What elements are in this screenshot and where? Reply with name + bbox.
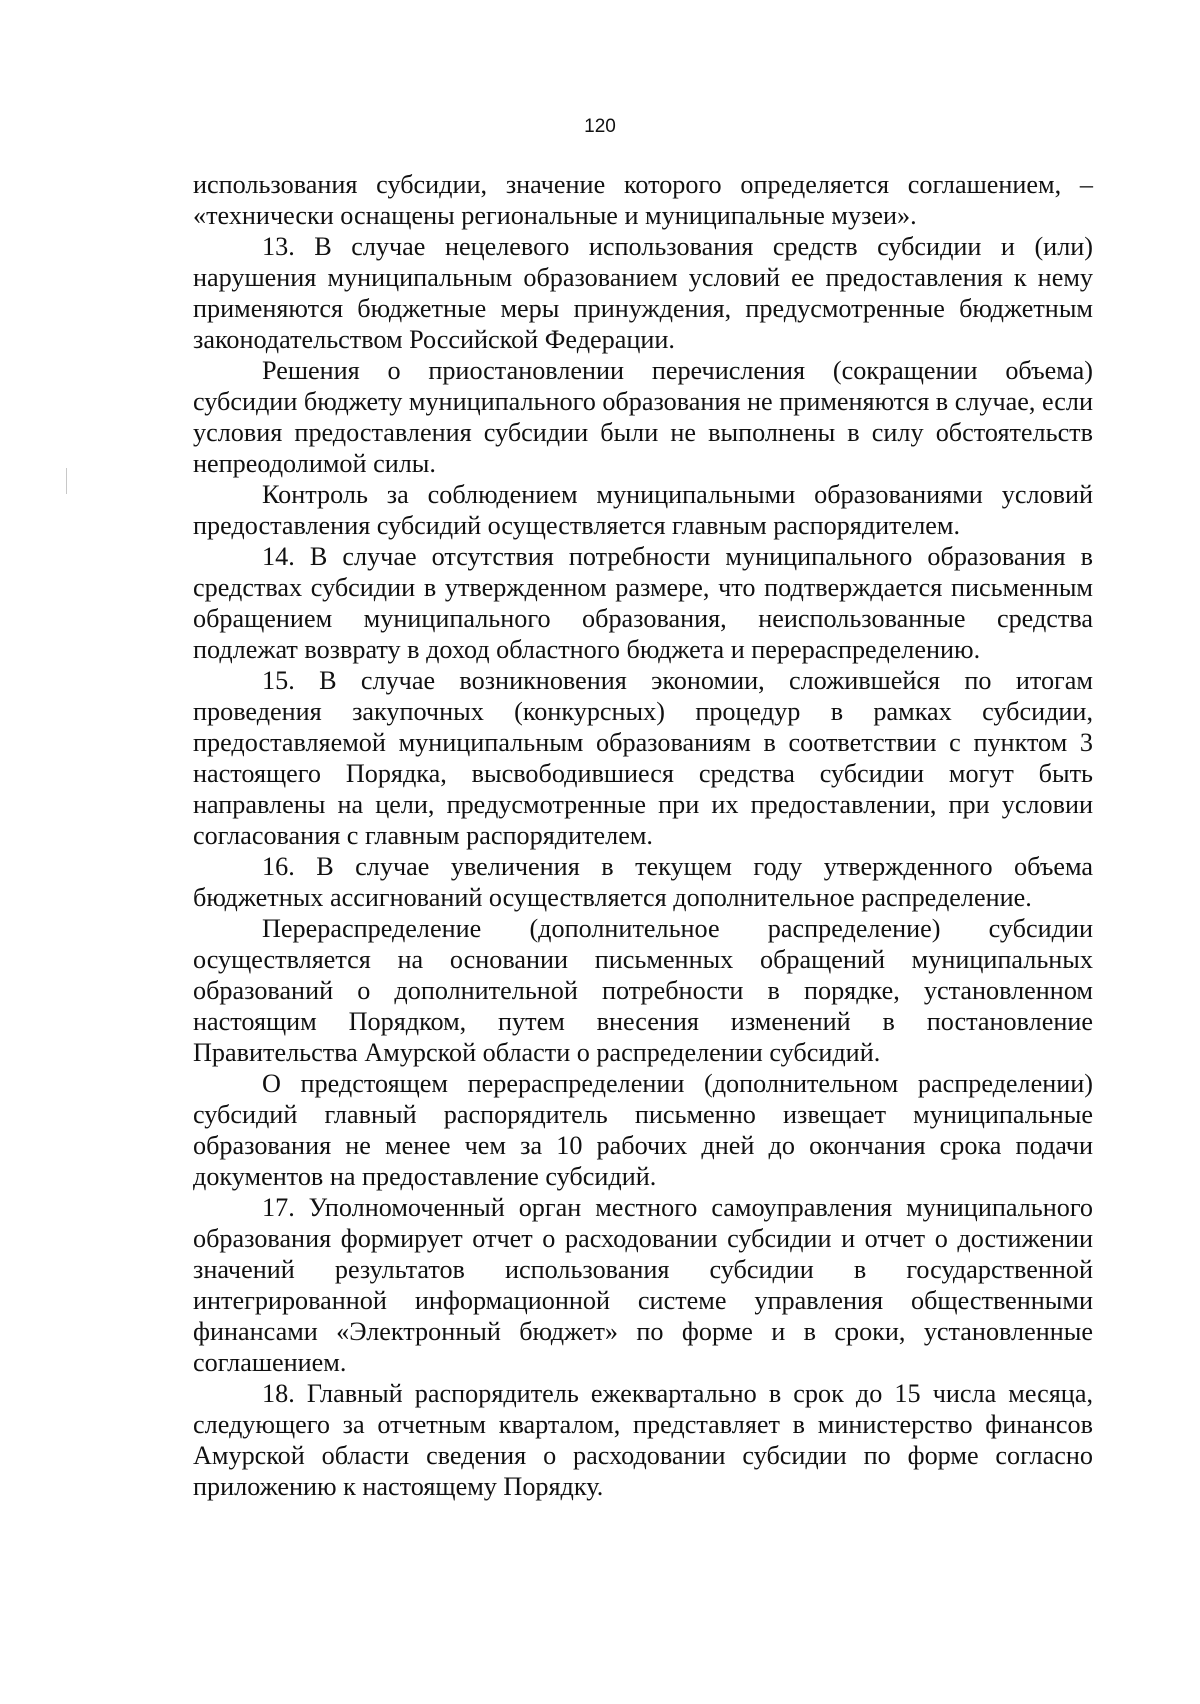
scan-margin-mark bbox=[66, 468, 67, 494]
paragraph-item-13: 13. В случае нецелевого использования средств субсидии и (или) нарушения муниципальным образованием условий ее предоставления к нему применяются бюджетные меры принуждения, предусмотренные бюджетным законодательством Российской Федерации. bbox=[193, 232, 1093, 354]
paragraph-item-14: 14. В случае отсутствия потребности муниципального образования в средствах субсидии в утвержденном размере, что подтверждается письменным обращением муниципального образования, неиспользованные средства подлежат возврату в доход областного бюджета и перераспределению. bbox=[193, 542, 1093, 664]
paragraph-item-16: 16. В случае увеличения в текущем году утвержденного объема бюджетных ассигнований осуществляется дополнительное распределение. bbox=[193, 852, 1093, 912]
paragraph-item-17: 17. Уполномоченный орган местного самоуправления муниципального образования формирует отчет о расходовании субсидии и отчет о достижении значений результатов использования субсидии в государственной интегрированной информационной системе управления общественными финансами «Электронный бюджет» по форме и в сроки, установленные соглашением. bbox=[193, 1193, 1093, 1377]
page-number: 120 bbox=[584, 116, 616, 137]
paragraph-redistribution: Перераспределение (дополнительное распределение) субсидии осуществляется на основании письменных обращений муниципальных образований о дополнительной потребности в порядке, установленном настоящим Порядком, путем внесения изменений в постановление Правительства Амурской области о распределении субсидий. bbox=[193, 914, 1093, 1067]
paragraph-notification: О предстоящем перераспределении (дополнительном распределении) субсидий главный распорядитель письменно извещает муниципальные образования не менее чем за 10 рабочих дней до окончания срока подачи документов на предоставление субсидий. bbox=[193, 1069, 1093, 1191]
paragraph-item-18: 18. Главный распорядитель ежеквартально в срок до 15 числа месяца, следующего за отчетным кварталом, представляет в министерство финансов Амурской области сведения о расходовании субсидии по форме согласно приложению к настоящему Порядку. bbox=[193, 1379, 1093, 1501]
paragraph-suspension-decisions: Решения о приостановлении перечисления (сокращении объема) субсидии бюджету муниципального образования не применяются в случае, если условия предоставления субсидии были не выполнены в силу обстоятельств непреодолимой силы. bbox=[193, 356, 1093, 478]
paragraph-item-15: 15. В случае возникновения экономии, сложившейся по итогам проведения закупочных (конкурсных) процедур в рамках субсидии, предоставляемой муниципальным образованиям в соответствии с пунктом 3 настоящего Порядка, высвободившиеся средства субсидии могут быть направлены на цели, предусмотренные при их предоставлении, при условии согласования с главным распорядителем. bbox=[193, 666, 1093, 850]
paragraph-continuation: использования субсидии, значение которого определяется соглашением, – «технически оснащены региональные и муниципальные музеи». bbox=[193, 170, 1093, 230]
document-body bbox=[193, 169, 1093, 1502]
paragraph-control: Контроль за соблюдением муниципальными образованиями условий предоставления субсидий осуществляется главным распорядителем. bbox=[193, 480, 1093, 540]
